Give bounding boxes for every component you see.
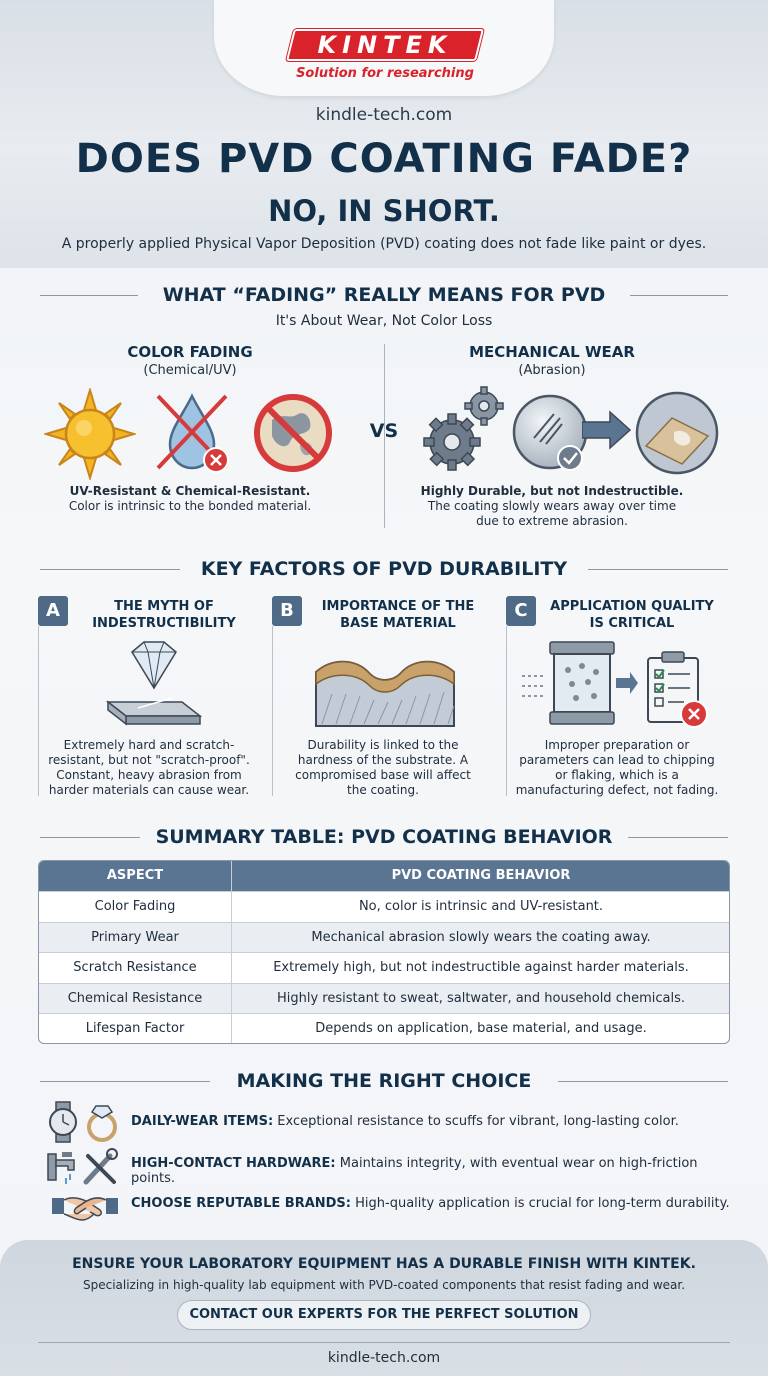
choice-item-label: CHOOSE REPUTABLE BRANDS: — [131, 1196, 351, 1211]
table-cell-aspect: Color Fading — [94, 899, 176, 914]
factor-title-line: BASE MATERIAL — [340, 616, 456, 631]
table-cell-aspect: Primary Wear — [91, 929, 179, 945]
section-subheading-fading: It's About Wear, Not Color Loss — [275, 313, 493, 329]
color-fading-caption-text: Color is intrinsic to the bonded material. — [68, 499, 312, 513]
table-header-row — [39, 861, 730, 891]
base-material-cross-section-icon — [312, 644, 458, 732]
page-subtitle: NO, IN SHORT. — [268, 194, 500, 228]
mechanical-wear-subtitle: (Abrasion) — [518, 363, 586, 378]
site-link-bottom[interactable]: kindle-tech.com — [327, 1350, 441, 1366]
handshake-icon — [50, 1186, 120, 1226]
intro-text: A properly applied Physical Vapor Deposition (PVD) coating does not fade like paint or dyes. — [61, 236, 707, 252]
factor-text-line: hardness of the substrate. A — [297, 753, 469, 767]
factor-letter: B — [272, 596, 302, 626]
factor-letter: C — [506, 596, 536, 626]
factor-title-line: THE MYTH OF — [114, 599, 214, 614]
summary-table — [38, 860, 730, 1044]
footer-divider — [38, 1342, 730, 1343]
divider-line — [40, 295, 138, 296]
card-border — [38, 626, 39, 796]
section-heading-summary — [40, 826, 728, 848]
table-row — [39, 891, 730, 922]
choice-item-label: HIGH-CONTACT HARDWARE: — [131, 1156, 336, 1171]
factor-text-line: Constant, heavy abrasion from — [56, 768, 242, 782]
vs-label: VS — [369, 420, 399, 442]
factor-title-line: IS CRITICAL — [589, 616, 675, 631]
site-link-top[interactable]: kindle-tech.com — [315, 105, 453, 125]
no-fading-icon — [250, 390, 336, 476]
table-cell-behavior: No, color is intrinsic and UV-resistant. — [358, 899, 604, 914]
diamond-on-surface-icon — [102, 638, 202, 730]
factor-text — [276, 738, 490, 798]
table-column-divider — [231, 861, 232, 1044]
watch-ring-icon — [44, 1100, 122, 1144]
divider-line — [558, 1081, 728, 1082]
choice-item-brands — [131, 1196, 741, 1211]
color-fading-caption — [40, 484, 340, 514]
color-fading-subtitle: (Chemical/UV) — [143, 363, 237, 378]
divider-line — [40, 569, 180, 570]
faucet-tools-icon — [44, 1148, 122, 1188]
factor-text-line: the coating. — [347, 783, 419, 797]
factor-text-line: Extremely hard and scratch- — [63, 738, 235, 752]
factor-card-b — [272, 596, 494, 802]
sun-icon — [44, 388, 136, 480]
factor-title — [304, 598, 492, 632]
divider-line — [588, 569, 728, 570]
factor-title-line: INDESTRUCTIBILITY — [92, 616, 236, 631]
arrow-right-icon — [582, 408, 632, 452]
logo-text[interactable]: KINTEK — [317, 31, 453, 59]
table-header-aspect: ASPECT — [106, 868, 164, 883]
section-heading-choice — [40, 1070, 728, 1092]
section-heading-factors — [40, 558, 728, 580]
table-cell-behavior: Mechanical abrasion slowly wears the coating away. — [311, 929, 651, 945]
scratched-surface-icon — [510, 392, 590, 476]
factor-letter: A — [38, 596, 68, 626]
divider-line — [40, 837, 140, 838]
table-cell-aspect: Scratch Resistance — [73, 960, 197, 976]
choice-item-text: High-quality application is crucial for long-term durability. — [351, 1196, 730, 1211]
table-cell-behavior: Extremely high, but not indestructible against harder materials. — [273, 960, 689, 976]
factor-text-line: Improper preparation or — [544, 738, 690, 752]
factor-card-a — [38, 596, 260, 802]
divider-line — [628, 837, 728, 838]
factor-text-line: compromised base will affect — [295, 768, 471, 782]
choice-item-daily-wear — [131, 1114, 741, 1129]
table-row — [39, 983, 730, 1014]
worn-surface-icon — [632, 388, 722, 478]
footer-subtitle: Specializing in high-quality lab equipment with PVD-coated components that resist fading and wear. — [82, 1278, 686, 1292]
table-cell-aspect: Lifespan Factor — [85, 1021, 185, 1037]
section-heading-choice-text: MAKING THE RIGHT CHOICE — [236, 1070, 532, 1092]
choice-item-text: Maintains integrity, with eventual wear on high-friction points. — [131, 1156, 698, 1186]
factor-text — [42, 738, 256, 798]
crossed-droplet-icon — [152, 390, 236, 476]
card-border — [506, 626, 507, 796]
table-row — [39, 922, 730, 953]
table-row — [39, 1013, 730, 1044]
card-border — [272, 626, 273, 796]
section-heading-fading-text: WHAT “FADING” REALLY MEANS FOR PVD — [162, 284, 606, 306]
section-heading-fading — [40, 284, 728, 306]
table-cell-behavior: Depends on application, base material, and usage. — [315, 1021, 647, 1037]
factor-title-line: IMPORTANCE OF THE — [321, 599, 475, 614]
factor-title-line: APPLICATION QUALITY — [550, 599, 714, 614]
factor-title — [538, 598, 726, 632]
choice-item-hardware — [131, 1156, 741, 1186]
mechanical-wear-caption — [400, 484, 704, 529]
section-heading-factors-text: KEY FACTORS OF PVD DURABILITY — [200, 558, 568, 580]
vacuum-chamber-icon — [520, 638, 640, 732]
factor-card-c — [506, 596, 728, 802]
footer-title: ENSURE YOUR LABORATORY EQUIPMENT HAS A DURABLE FINISH WITH KINTEK. — [72, 1256, 696, 1272]
factor-text-line: resistant, but not "scratch-proof". — [48, 753, 250, 767]
mechanical-wear-title: MECHANICAL WEAR — [469, 343, 635, 361]
color-fading-caption-bold: UV-Resistant & Chemical-Resistant. — [69, 484, 311, 498]
divider-line — [630, 295, 728, 296]
section-heading-summary-text: SUMMARY TABLE: PVD COATING BEHAVIOR — [155, 826, 613, 848]
mechanical-wear-caption-line: The coating slowly wears away over time — [427, 499, 677, 513]
table-header-behavior: PVD COATING BEHAVIOR — [391, 868, 571, 883]
choice-item-text: Exceptional resistance to scuffs for vibrant, long-lasting color. — [273, 1114, 679, 1129]
factor-text-line: manufacturing defect, not fading. — [515, 783, 719, 797]
factor-title — [70, 598, 258, 632]
factor-text-line: parameters can lead to chipping — [519, 753, 715, 767]
table-row — [39, 952, 730, 983]
factor-text-line: or flaking, which is a — [555, 768, 679, 782]
mechanical-wear-caption-bold: Highly Durable, but not Indestructible. — [420, 484, 684, 498]
mechanical-wear-caption-line: due to extreme abrasion. — [476, 514, 628, 528]
divider-line — [40, 1081, 210, 1082]
table-cell-behavior: Highly resistant to sweat, saltwater, and household chemicals. — [276, 990, 685, 1006]
gears-icon — [420, 384, 506, 476]
choice-item-label: DAILY-WEAR ITEMS: — [131, 1114, 274, 1129]
factor-text-line: harder materials can cause wear. — [48, 783, 250, 797]
color-fading-title: COLOR FADING — [127, 343, 253, 361]
logo-tagline: Solution for researching — [296, 66, 474, 81]
factor-text — [510, 738, 724, 798]
contact-experts-button[interactable]: CONTACT OUR EXPERTS FOR THE PERFECT SOLUTION — [177, 1300, 591, 1330]
factor-text-line: Durability is linked to the — [307, 738, 459, 752]
checklist-reject-icon — [644, 650, 710, 732]
table-cell-aspect: Chemical Resistance — [67, 990, 203, 1006]
page-title: DOES PVD COATING FADE? — [75, 136, 693, 182]
